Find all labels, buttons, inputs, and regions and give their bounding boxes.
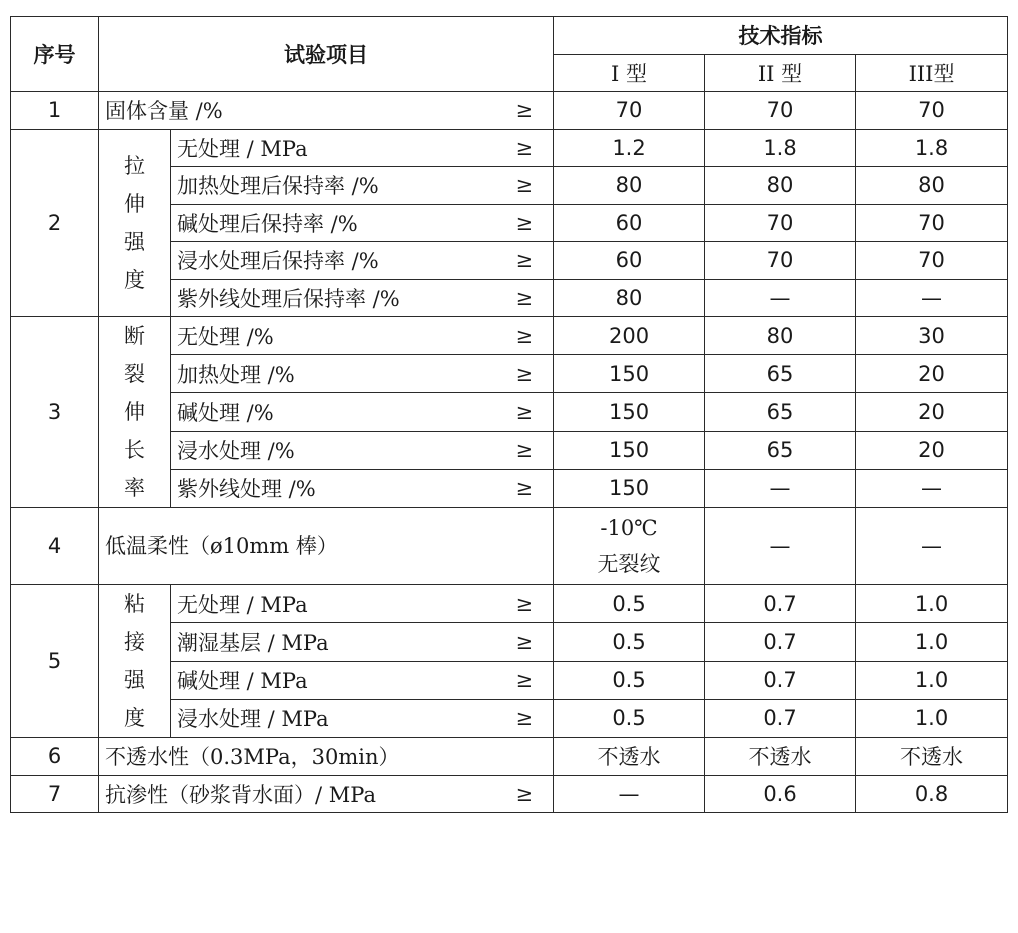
value-type-1: 0.5 (554, 661, 705, 699)
sub-item-name: 加热处理 /% (171, 355, 496, 393)
sub-item-name: 无处理 / MPa (171, 585, 496, 623)
sub-item-name: 浸水处理 /% (171, 431, 496, 469)
value-type-2: 0.7 (705, 623, 856, 661)
value-type-1: 0.5 (554, 699, 705, 737)
value-type-2: — (705, 508, 856, 585)
ge-symbol: ≥ (496, 167, 554, 205)
value-type-3: 不透水 (856, 738, 1008, 776)
value-type-2: 0.7 (705, 585, 856, 623)
ge-symbol: ≥ (496, 775, 554, 813)
ge-symbol: ≥ (496, 623, 554, 661)
sub-item-name: 碱处理 / MPa (171, 661, 496, 699)
value-type-1: 0.5 (554, 585, 705, 623)
value-type-2: 65 (705, 393, 856, 431)
value-type-2: 0.7 (705, 699, 856, 737)
value-type-1: 150 (554, 469, 705, 507)
sub-item-name: 紫外线处理后保持率 /% (171, 279, 496, 317)
sub-item-name: 紫外线处理 /% (171, 469, 496, 507)
value-type-1 (554, 508, 705, 585)
ge-symbol: ≥ (496, 393, 554, 431)
value-type-2: 80 (705, 317, 856, 355)
value-type-1: 70 (554, 92, 705, 130)
ge-symbol: ≥ (496, 469, 554, 507)
row-number: 4 (11, 508, 99, 585)
value-type-3: 0.8 (856, 775, 1008, 813)
value-type-2: 80 (705, 167, 856, 205)
value-type-1: 150 (554, 355, 705, 393)
value-type-3: 20 (856, 431, 1008, 469)
table-row (11, 92, 1008, 130)
header-row (11, 17, 1008, 55)
group-label: 断 裂 伸 长 率 (99, 317, 171, 508)
table-row (11, 585, 1008, 623)
sub-item-name: 碱处理 /% (171, 393, 496, 431)
value-type-3: 80 (856, 167, 1008, 205)
value-type-2: 65 (705, 355, 856, 393)
value-type-1: 1.2 (554, 129, 705, 167)
value-type-2: 65 (705, 431, 856, 469)
value-type-3: 1.0 (856, 661, 1008, 699)
sub-item-name: 浸水处理后保持率 /% (171, 242, 496, 280)
value-type-3: 1.0 (856, 699, 1008, 737)
value-type-1: 60 (554, 204, 705, 242)
group-label: 粘 接 强 度 (99, 585, 171, 738)
header-item: 试验项目 (99, 17, 554, 92)
value-type-2: 1.8 (705, 129, 856, 167)
ge-symbol: ≥ (496, 204, 554, 242)
table-row (11, 508, 1008, 585)
ge-symbol: ≥ (496, 585, 554, 623)
value-type-3: 30 (856, 317, 1008, 355)
value-type-2: 不透水 (705, 738, 856, 776)
header-tech: 技术指标 (554, 17, 1008, 55)
item-name: 低温柔性（ø10mm 棒） (99, 508, 554, 585)
header-type-1: I 型 (554, 54, 705, 92)
value-type-1: 150 (554, 431, 705, 469)
ge-symbol: ≥ (496, 242, 554, 280)
value-type-3: 70 (856, 242, 1008, 280)
value-type-1: 150 (554, 393, 705, 431)
sub-item-name: 潮湿基层 / MPa (171, 623, 496, 661)
value-type-2: 0.6 (705, 775, 856, 813)
ge-symbol: ≥ (496, 355, 554, 393)
ge-symbol: ≥ (496, 431, 554, 469)
value-type-1: — (554, 775, 705, 813)
value-type-3: 20 (856, 393, 1008, 431)
row-number: 6 (11, 738, 99, 776)
row-number: 7 (11, 775, 99, 813)
ge-symbol: ≥ (496, 661, 554, 699)
value-type-3: 1.0 (856, 623, 1008, 661)
value-type-3: 70 (856, 204, 1008, 242)
value-type-1: 80 (554, 167, 705, 205)
value-type-2: 0.7 (705, 661, 856, 699)
value-type-3: 1.0 (856, 585, 1008, 623)
value-type-3: — (856, 469, 1008, 507)
value-type-2: — (705, 469, 856, 507)
sub-item-name: 浸水处理 / MPa (171, 699, 496, 737)
row-number: 3 (11, 317, 99, 508)
group-label: 拉 伸 强 度 (99, 129, 171, 317)
value-type-3: 1.8 (856, 129, 1008, 167)
value-type-2: 70 (705, 92, 856, 130)
row-number: 5 (11, 585, 99, 738)
sub-item-name: 碱处理后保持率 /% (171, 204, 496, 242)
value-type-2: 70 (705, 242, 856, 280)
sub-item-name: 无处理 / MPa (171, 129, 496, 167)
item-name: 固体含量 /% (99, 92, 496, 130)
item-name: 抗渗性（砂浆背水面）/ MPa (99, 775, 496, 813)
row-number: 2 (11, 129, 99, 317)
value-type-1: 0.5 (554, 623, 705, 661)
sub-item-name: 无处理 /% (171, 317, 496, 355)
header-type-3: III型 (856, 54, 1008, 92)
table-row (11, 775, 1008, 813)
value-type-3: 70 (856, 92, 1008, 130)
ge-symbol: ≥ (496, 699, 554, 737)
value-type-1: 200 (554, 317, 705, 355)
table-row (11, 317, 1008, 355)
header-seq: 序号 (11, 17, 99, 92)
table-row (11, 738, 1008, 776)
value-type-1: 80 (554, 279, 705, 317)
value-type-3: — (856, 508, 1008, 585)
sub-item-name: 加热处理后保持率 /% (171, 167, 496, 205)
value-line-2: 无裂纹 (597, 552, 661, 576)
item-name: 不透水性（0.3MPa，30min） (99, 738, 554, 776)
table-row (11, 129, 1008, 167)
value-type-2: 70 (705, 204, 856, 242)
row-number: 1 (11, 92, 99, 130)
value-type-1: 不透水 (554, 738, 705, 776)
value-type-2: — (705, 279, 856, 317)
value-line-1: -10℃ (600, 516, 658, 540)
header-type-2: II 型 (705, 54, 856, 92)
value-type-1: 60 (554, 242, 705, 280)
value-type-3: 20 (856, 355, 1008, 393)
value-type-3: — (856, 279, 1008, 317)
ge-symbol: ≥ (496, 279, 554, 317)
spec-table (10, 16, 1008, 813)
ge-symbol: ≥ (496, 129, 554, 167)
ge-symbol: ≥ (496, 317, 554, 355)
ge-symbol: ≥ (496, 92, 554, 130)
